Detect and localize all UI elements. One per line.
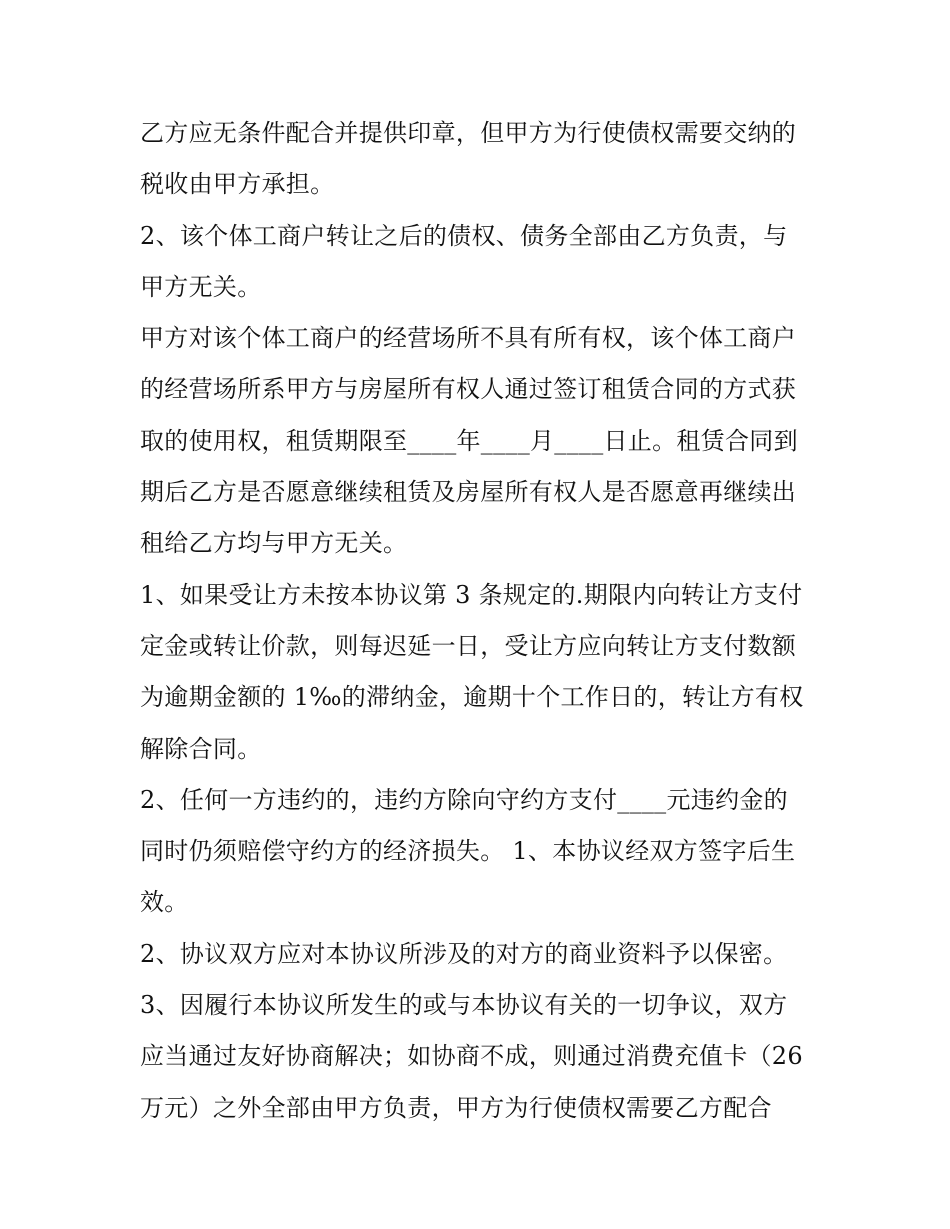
text-line: 乙方应无条件配合并提供印章，但甲方为行使债权需要交纳的 — [140, 119, 797, 147]
text-line: 的经营场所系甲方与房屋所有权人通过签订租赁合同的方式获 — [140, 375, 797, 404]
text-line: 甲方无关。 — [140, 272, 262, 301]
text-line: 1、如果受让方未按本协议第 3 条规定的.期限内向转让方支付 — [140, 580, 803, 609]
text-line: 税收由甲方承担。 — [140, 170, 335, 199]
text-line: 定金或转让价款，则每迟延一日，受让方应向转让方支付数额 — [140, 631, 797, 660]
text-line: 3、因履行本协议所发生的或与本协议有关的一切争议，双方 — [140, 991, 788, 1020]
text-line: 同时仍须赔偿守约方的经济损失。 1、本协议经双方签字后生 — [140, 837, 796, 866]
text-line: 取的使用权，租赁期限至____年____月____日止。租赁合同到 — [140, 426, 798, 455]
text-line: 期后乙方是否愿意继续租赁及房屋所有权人是否愿意再继续出 — [140, 478, 797, 507]
text-line: 万元）之外全部由甲方负责，甲方为行使债权需要乙方配合 — [140, 1093, 772, 1122]
text-line: 2、任何一方违约的，违约方除向守约方支付____元违约金的 — [140, 785, 788, 814]
text-line: 解除合同。 — [140, 734, 262, 763]
document-body — [140, 108, 820, 1134]
text-line: 2、该个体工商户转让之后的债权、债务全部由乙方负责，与 — [140, 221, 788, 250]
text-line: 2、协议双方应对本协议所涉及的对方的商业资料予以保密。 — [140, 939, 788, 968]
text-line: 效。 — [140, 888, 189, 917]
text-line: 租给乙方均与甲方无关。 — [140, 529, 408, 558]
text-line: 为逾期金额的 1‰的滞纳金，逾期十个工作日的，转让方有权 — [140, 683, 804, 712]
text-line: 甲方对该个体工商户的经营场所不具有所有权，该个体工商户 — [140, 324, 797, 353]
text-line: 应当通过友好协商解决；如协商不成，则通过消费充值卡（26 — [140, 1042, 803, 1071]
